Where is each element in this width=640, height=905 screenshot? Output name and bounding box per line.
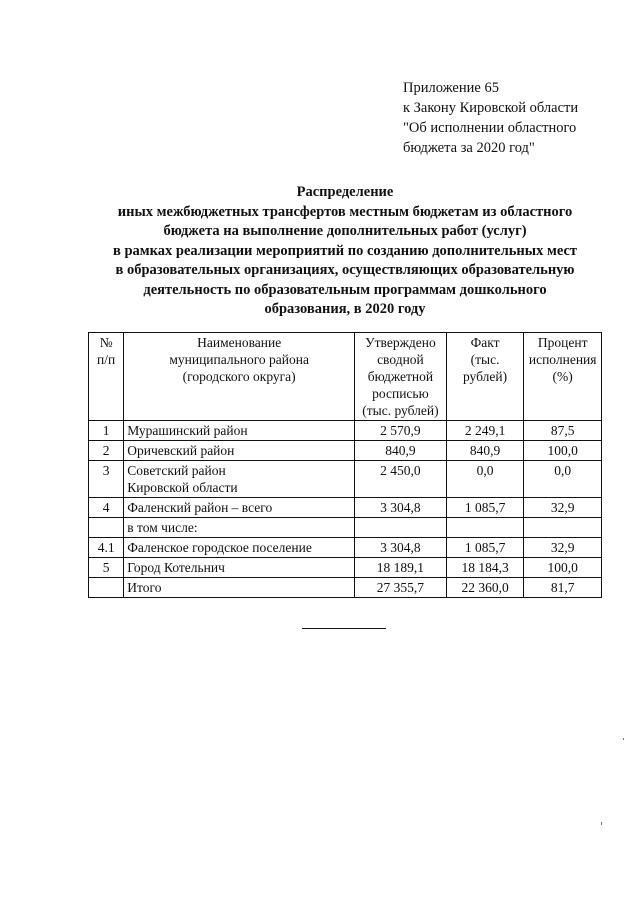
row-fact: 1 085,7 xyxy=(446,498,524,518)
row-approved: 2 450,0 xyxy=(355,461,447,498)
row-fact: 22 360,0 xyxy=(446,578,524,598)
end-divider xyxy=(302,628,386,629)
row-name-line: Итого xyxy=(127,580,162,595)
row-name-line: Советский район xyxy=(127,463,226,478)
header-text: Факт xyxy=(470,335,500,350)
header-text: (тыс. xyxy=(470,352,500,367)
row-percent: 87,5 xyxy=(524,421,602,441)
table-row xyxy=(89,421,602,441)
row-percent: 32,9 xyxy=(524,498,602,518)
row-number: 4.1 xyxy=(89,538,124,558)
row-name-line: Город Котельнич xyxy=(127,560,225,575)
row-approved: 840,9 xyxy=(355,441,447,461)
row-approved: 3 304,8 xyxy=(355,498,447,518)
row-name-line: Фаленское городское поселение xyxy=(127,540,312,555)
header-name xyxy=(124,333,355,421)
header-text: (городского округа) xyxy=(182,369,296,384)
row-percent: 0,0 xyxy=(524,461,602,498)
table-row xyxy=(89,461,602,498)
table-row xyxy=(89,558,602,578)
row-fact: 2 249,1 xyxy=(446,421,524,441)
row-name xyxy=(124,558,355,578)
row-number: 5 xyxy=(89,558,124,578)
title-line: в образовательных организациях, осуществляющих образовательную xyxy=(115,262,575,278)
header-text: исполнения xyxy=(528,352,597,367)
appendix-line: бюджета за 2020 год" xyxy=(403,140,535,156)
header-percent xyxy=(524,333,602,421)
row-approved: 2 570,9 xyxy=(355,421,447,441)
row-number: 2 xyxy=(89,441,124,461)
title-line: иных межбюджетных трансфертов местным бюджетам из областного xyxy=(117,203,573,220)
row-name xyxy=(124,538,355,558)
header-text: (%) xyxy=(552,369,573,384)
header-text: Утверждено xyxy=(365,335,436,350)
table-row xyxy=(89,498,602,518)
row-percent: 100,0 xyxy=(524,558,602,578)
table-row xyxy=(89,538,602,558)
header-text: (тыс. рублей) xyxy=(362,403,439,418)
header-text: Процент xyxy=(537,335,588,350)
row-number: 3 xyxy=(89,461,124,498)
header-text: рублей) xyxy=(462,369,508,384)
row-name xyxy=(124,461,355,498)
row-percent: 81,7 xyxy=(524,578,602,598)
appendix-reference xyxy=(403,78,578,158)
header-approved xyxy=(355,333,447,421)
row-name-line: Мурашинский район xyxy=(127,423,248,438)
row-approved: 18 189,1 xyxy=(355,558,447,578)
row-percent: 100,0 xyxy=(524,441,602,461)
row-number xyxy=(89,578,124,598)
row-approved: 3 304,8 xyxy=(355,538,447,558)
row-name-line: Кировской области xyxy=(127,480,238,495)
row-name xyxy=(124,421,355,441)
row-name-line: Фаленский район – всего xyxy=(127,500,273,515)
distribution-table xyxy=(88,332,602,598)
row-fact: 18 184,3 xyxy=(446,558,524,578)
row-percent: 32,9 xyxy=(524,538,602,558)
title-line: образования, в 2020 году xyxy=(264,301,426,317)
row-number xyxy=(89,518,124,538)
row-approved xyxy=(355,518,447,538)
header-text: № xyxy=(99,335,113,350)
title-line: деятельность по образовательным программам дошкольного xyxy=(143,281,547,298)
row-fact: 1 085,7 xyxy=(446,538,524,558)
header-text: росписью xyxy=(372,386,429,401)
row-number: 1 xyxy=(89,421,124,441)
header-fact xyxy=(446,333,524,421)
row-percent xyxy=(524,518,602,538)
document-title xyxy=(90,183,600,320)
table-row xyxy=(89,441,602,461)
table-header-row xyxy=(89,333,602,421)
row-approved: 27 355,7 xyxy=(355,578,447,598)
title-line: Распределение xyxy=(296,184,394,200)
row-fact: 0,0 xyxy=(446,461,524,498)
header-text: муниципального района xyxy=(169,352,309,367)
appendix-line: "Об исполнении областного xyxy=(403,120,577,136)
row-name-line: Оричевский район xyxy=(127,443,235,458)
row-fact xyxy=(446,518,524,538)
appendix-line: Приложение 65 xyxy=(403,80,499,96)
row-name-line: в том числе: xyxy=(127,520,198,535)
row-fact: 840,9 xyxy=(446,441,524,461)
appendix-line: к Закону Кировской области xyxy=(403,100,579,116)
header-text: сводной xyxy=(377,352,424,367)
row-name xyxy=(124,518,355,538)
header-text: Наименование xyxy=(197,335,282,350)
row-number: 4 xyxy=(89,498,124,518)
header-number xyxy=(89,333,124,421)
table-total-row xyxy=(89,578,602,598)
row-name xyxy=(124,578,355,598)
header-text: бюджетной xyxy=(367,369,434,384)
header-text: п/п xyxy=(97,352,116,367)
row-name xyxy=(124,441,355,461)
title-line: бюджета на выполнение дополнительных работ (услуг) xyxy=(163,223,527,239)
table-row xyxy=(89,518,602,538)
scan-speck xyxy=(623,738,624,740)
scan-speck xyxy=(601,822,602,825)
row-name xyxy=(124,498,355,518)
title-line: в рамках реализации мероприятий по созданию дополнительных мест xyxy=(112,242,578,259)
